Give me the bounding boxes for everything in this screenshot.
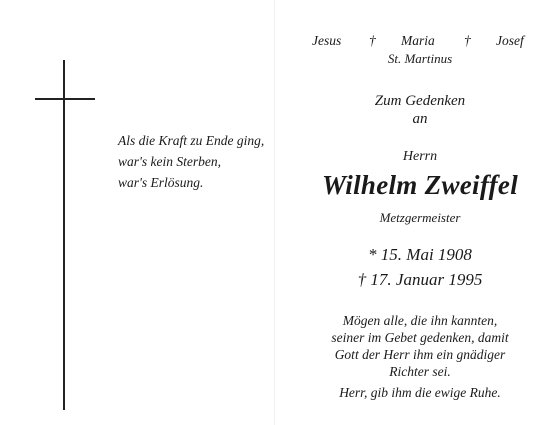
header-cross-symbol: † xyxy=(369,33,376,48)
card-fold-line xyxy=(274,0,275,425)
closing-prayer: Herr, gib ihm die ewige Ruhe. xyxy=(339,385,501,400)
memorial-intro-line: Zum Gedenken xyxy=(374,93,466,109)
cross-horizontal-bar xyxy=(35,98,95,100)
prayer-line: seiner im Gebet gedenken, damit xyxy=(331,330,509,345)
cross-vertical-bar xyxy=(63,60,65,410)
prayer-line: Richter sei. xyxy=(389,364,451,379)
memorial-intro xyxy=(300,92,540,128)
prayer-line: Gott der Herr ihm ein gnädiger xyxy=(334,347,506,362)
header-jesus: Jesus xyxy=(312,33,342,48)
deceased-name: Wilhelm Zweiffel xyxy=(321,170,519,200)
header-cross-symbol: † xyxy=(464,33,471,48)
poem xyxy=(118,130,264,193)
prayer-text xyxy=(300,312,540,380)
prayer-line: Mögen alle, die ihn kannten, xyxy=(342,313,498,328)
poem-line: war's Erlösung. xyxy=(118,175,204,190)
parish-name: St. Martinus xyxy=(387,51,453,66)
memorial-intro-line: an xyxy=(412,111,428,127)
header-josef: Josef xyxy=(496,33,524,48)
poem-line: Als die Kraft zu Ende ging, xyxy=(118,133,265,148)
holy-family-header xyxy=(300,33,540,49)
death-date: † 17. Januar 1995 xyxy=(357,270,483,289)
profession: Metzgermeister xyxy=(379,210,461,225)
salutation: Herrn xyxy=(402,149,438,164)
birth-date: * 15. Mai 1908 xyxy=(368,245,472,264)
poem-line: war's kein Sterben, xyxy=(118,154,221,169)
header-maria: Maria xyxy=(401,33,435,48)
